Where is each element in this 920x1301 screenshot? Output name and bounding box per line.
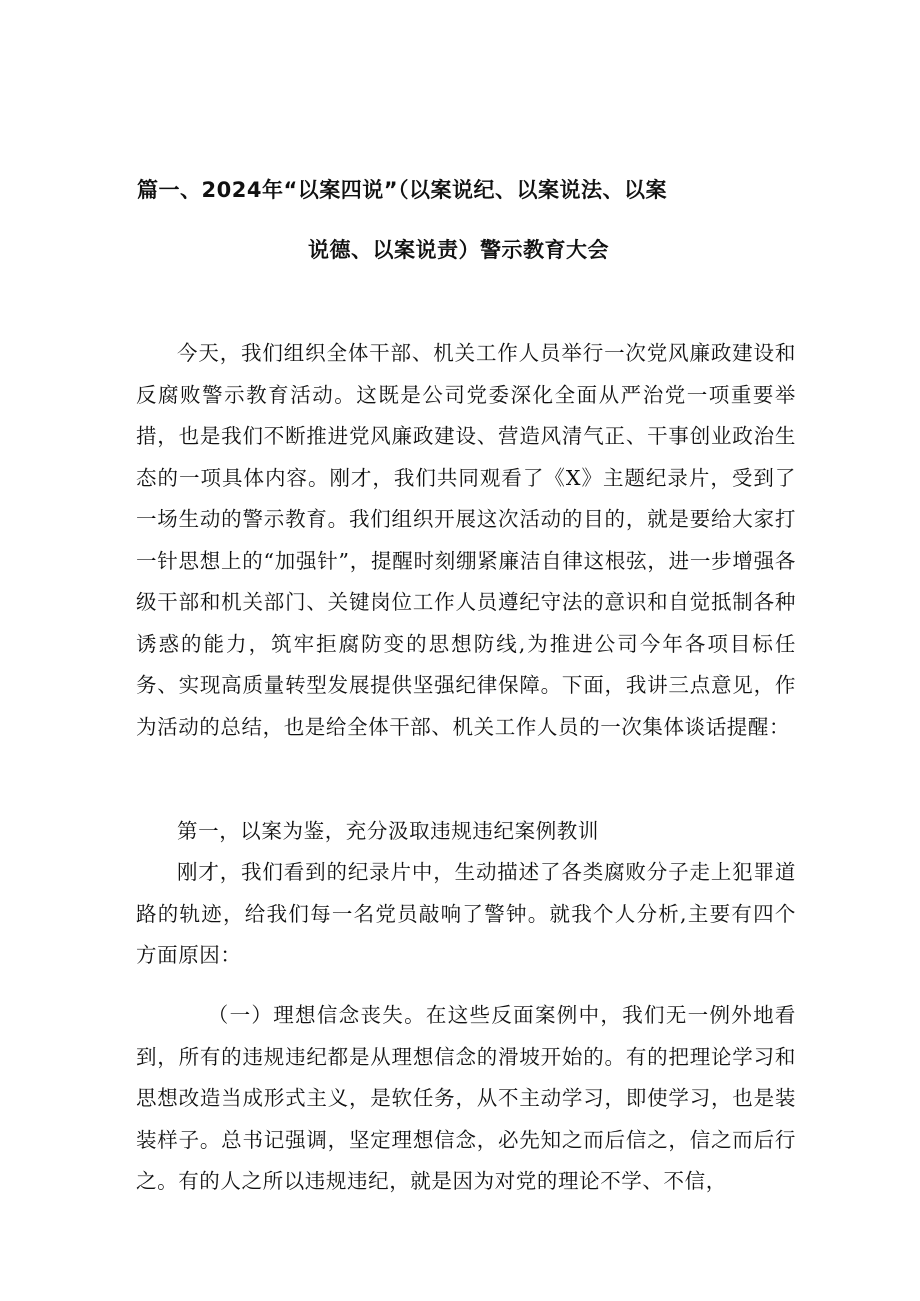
section-heading-first: 第一，以案为鉴，充分汲取违规违纪案例教训 bbox=[177, 819, 599, 843]
document-title-line-2: 说德、以案说责）警示教育大会 bbox=[308, 238, 609, 262]
document-title-line-1: 篇一、2024年“以案四说”（以案说纪、以案说法、以案 bbox=[137, 178, 668, 202]
subsection-paragraph: （一）理想信念丧失。在这些反面案例中，我们无一例外地看到，所有的违规违纪都是从理想信念的滑坡开始的。有的把理论学习和思想改造当成形式主义，是软任务，从不主动学习，即使学习，也是装装样子。总书记强调，坚定理想信念，必先知之而后信之，信之而后行之。有的人之所以违规违纪，就是因为对党的理论不学、不信， bbox=[136, 1003, 796, 1193]
section-paragraph: 刚才，我们看到的纪录片中，生动描述了各类腐败分子走上犯罪道路的轨迹，给我们每一名党员敲响了警钟。就我个人分析,主要有四个方面原因： bbox=[136, 860, 796, 967]
intro-paragraph: 今天，我们组织全体干部、机关工作人员举行一次党风廉政建设和反腐败警示教育活动。这既是公司党委深化全面从严治党一项重要举措，也是我们不断推进党风廉政建设、营造风清气正、干事创业政治生态的一项具体内容。刚才，我们共同观看了《X》主题纪录片，受到了一场生动的警示教育。我们组织开展这次活动的目的，就是要给大家打一针思想上的“加强针”，提醒时刻绷紧廉洁自律这根弦，进一步增强各级干部和机关部门、关键岗位工作人员遵纪守法的意识和自觉抵制各种诱惑的能力，筑牢拒腐防变的思想防线,为推进公司今年各项目标任务、实现高质量转型发展提供坚强纪律保障。下面，我讲三点意见，作为活动的总结，也是给全体干部、机关工作人员的一次集体谈话提醒： bbox=[136, 341, 796, 739]
